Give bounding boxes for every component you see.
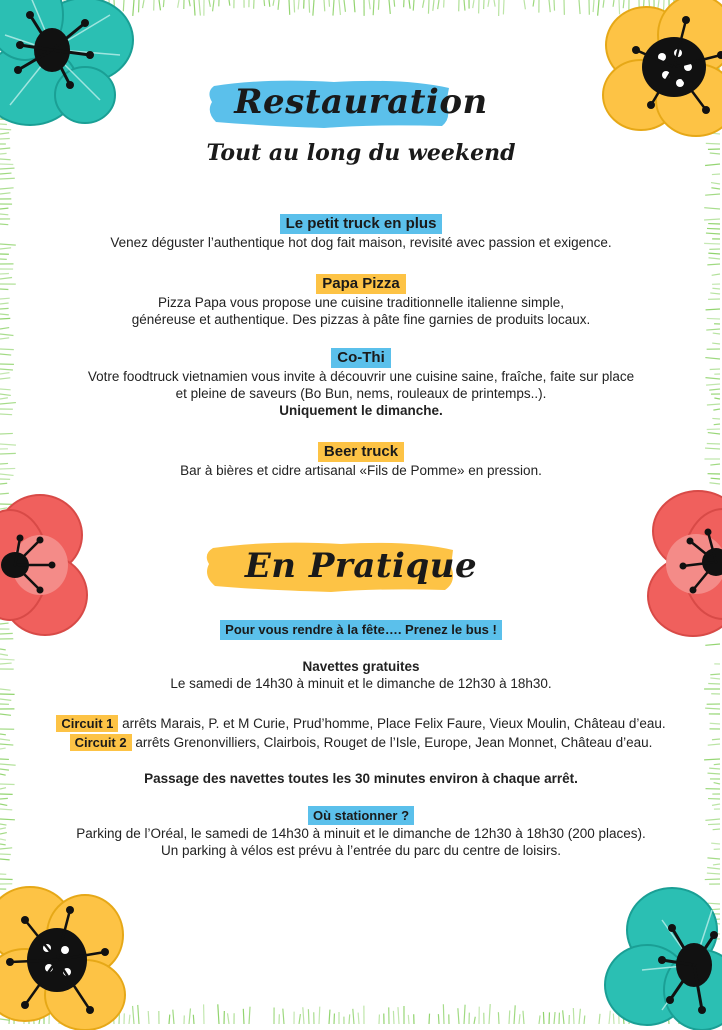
grass-stroke: [0, 654, 8, 655]
grass-stroke: [704, 208, 720, 209]
grass-stroke: [563, 1010, 564, 1024]
grass-stroke: [710, 464, 720, 465]
grass-stroke: [0, 483, 7, 484]
grass-stroke: [0, 273, 9, 274]
vendor-description: généreuse et authentique. Des pizzas à pâte fine garnies de produits locaux.: [40, 311, 682, 328]
vendor-le-petit-truck: [40, 214, 682, 251]
grass-stroke: [0, 208, 8, 209]
grass-stroke: [308, 1009, 309, 1024]
grass-stroke: [438, 1014, 439, 1024]
grass-stroke: [324, 0, 325, 11]
grass-stroke: [0, 414, 12, 415]
yellow-flower-icon: [0, 880, 135, 1030]
vendor-description: et pleine de saveurs (Bo Bun, nems, rouleaux de printemps..).: [40, 385, 682, 402]
grass-stroke: [0, 354, 11, 355]
grass-stroke: [0, 474, 14, 475]
grass-stroke: [711, 183, 720, 184]
grass-stroke: [473, 0, 474, 8]
grass-stroke: [710, 723, 720, 724]
grass-stroke: [0, 278, 12, 279]
grass-stroke: [0, 398, 8, 399]
grass-stroke: [273, 0, 274, 6]
grass-stroke: [704, 759, 720, 760]
grass-stroke: [0, 744, 13, 745]
vendor-name: Papa Pizza: [316, 274, 406, 294]
grass-stroke: [711, 478, 720, 479]
vendor-name: Beer truck: [318, 442, 404, 462]
grass-stroke: [378, 0, 379, 10]
grass-stroke: [712, 804, 720, 805]
parking-line-2: Un parking à vélos est prévu à l’entrée du parc du centre de loisirs.: [40, 842, 682, 859]
grass-stroke: [0, 178, 15, 179]
vendor-description: Venez déguster l’authentique hot dog fait maison, revisité avec passion et exigence.: [40, 234, 682, 251]
grass-stroke: [0, 824, 6, 825]
vendor-co-thi: [40, 348, 682, 419]
grass-stroke: [712, 274, 720, 275]
grass-stroke: [299, 1014, 300, 1024]
circuit-2-row: [40, 733, 682, 752]
pratique-heading-wrap: [0, 536, 722, 596]
vendor-papa-pizza: [40, 274, 682, 328]
grass-stroke: [0, 844, 6, 845]
grass-stroke: [0, 338, 9, 339]
grass-stroke: [209, 0, 210, 7]
grass-stroke: [354, 0, 355, 12]
grass-stroke: [554, 1012, 555, 1024]
grass-stroke: [0, 369, 13, 370]
grass-stroke: [433, 0, 434, 11]
vendor-name: Co-Thi: [331, 348, 390, 368]
grass-stroke: [709, 483, 720, 484]
grass-stroke: [0, 193, 10, 194]
grass-stroke: [213, 0, 214, 11]
circuit-1-stops: arrêts Marais, P. et M Curie, Prud’homme, Place Felix Faure, Vieux Moulin, Château d’eau.: [122, 716, 666, 731]
grass-stroke: [708, 253, 720, 254]
grass-stroke: [710, 678, 720, 679]
grass-stroke: [494, 0, 495, 7]
grass-stroke: [349, 1014, 350, 1024]
grass-stroke: [429, 1014, 430, 1024]
grass-stroke: [283, 1009, 284, 1024]
grass-stroke: [712, 343, 720, 344]
grass-stroke: [713, 864, 720, 865]
grass-stroke: [0, 748, 6, 749]
grass-stroke: [0, 788, 6, 789]
grass-stroke: [443, 1004, 444, 1024]
grass-stroke: [573, 1008, 574, 1024]
grass-stroke: [706, 384, 720, 385]
grass-stroke: [0, 769, 9, 770]
grass-stroke: [514, 1005, 515, 1024]
restauration-subtitle: Tout au long du weekend: [0, 140, 722, 166]
grass-stroke: [0, 859, 10, 860]
grass-stroke: [0, 328, 9, 329]
grass-stroke: [554, 0, 555, 11]
grass-stroke: [0, 349, 14, 350]
grass-stroke: [309, 0, 310, 13]
grass-stroke: [0, 403, 16, 404]
parking-section: [40, 806, 682, 859]
grass-stroke: [313, 0, 314, 16]
frequency-text: Passage des navettes toutes les 30 minutes environ à chaque arrêt.: [40, 770, 682, 787]
grass-stroke: [0, 468, 15, 469]
grass-stroke: [143, 0, 144, 8]
grass-stroke: [707, 773, 720, 774]
teal-flower-icon: [602, 880, 722, 1030]
grass-stroke: [707, 858, 720, 859]
circuit-2-label: Circuit 2: [70, 734, 132, 751]
grass-stroke: [0, 444, 16, 445]
grass-stroke: [408, 1015, 409, 1024]
grass-stroke: [438, 0, 439, 9]
vendor-description: Pizza Papa vous propose une cuisine traditionnelle italienne simple,: [40, 294, 682, 311]
grass-stroke: [712, 739, 720, 740]
grass-stroke: [474, 1017, 475, 1024]
grass-stroke: [458, 1008, 459, 1024]
restauration-heading-wrap: [0, 74, 722, 130]
grass-stroke: [0, 848, 12, 849]
grass-stroke: [714, 764, 720, 765]
grass-stroke: [298, 0, 299, 9]
grass-stroke: [413, 0, 414, 11]
grass-stroke: [709, 768, 720, 769]
grass-stroke: [0, 318, 10, 319]
grass-stroke: [0, 833, 7, 834]
grass-stroke: [0, 854, 11, 855]
restauration-title: Restauration: [234, 82, 487, 122]
grass-stroke: [707, 228, 720, 229]
grass-stroke: [148, 1011, 149, 1024]
grass-stroke: [714, 783, 720, 784]
grass-stroke: [705, 708, 720, 709]
grass-stroke: [393, 1011, 394, 1024]
grass-stroke: [707, 873, 720, 874]
grass-stroke: [713, 409, 720, 410]
grass-stroke: [0, 389, 11, 390]
grass-stroke: [159, 0, 160, 10]
grass-stroke: [705, 378, 720, 379]
grass-stroke: [498, 1012, 499, 1024]
grass-stroke: [243, 1009, 244, 1024]
grass-stroke: [229, 0, 230, 6]
grass-stroke: [0, 784, 15, 785]
bus-section: [40, 620, 682, 640]
grass-stroke: [708, 824, 720, 825]
grass-stroke: [0, 809, 12, 810]
grass-stroke: [0, 314, 9, 315]
grass-stroke: [278, 0, 279, 10]
grass-stroke: [549, 0, 550, 12]
grass-stroke: [0, 173, 11, 174]
grass-stroke: [264, 0, 265, 6]
grass-stroke: [710, 293, 720, 294]
grass-stroke: [0, 224, 8, 225]
grass-stroke: [599, 1014, 600, 1024]
grass-stroke: [0, 303, 9, 304]
grass-stroke: [294, 0, 295, 12]
grass-stroke: [708, 433, 720, 434]
grass-stroke: [169, 1015, 170, 1024]
bus-tag: Pour vous rendre à la fête…. Prenez le bus !: [220, 620, 502, 640]
grass-stroke: [0, 649, 6, 650]
grass-stroke: [189, 0, 190, 6]
vendor-name: Le petit truck en plus: [280, 214, 443, 234]
grass-stroke: [584, 1016, 585, 1024]
grass-stroke: [708, 744, 720, 745]
grass-stroke: [464, 0, 465, 11]
grass-stroke: [218, 1004, 219, 1024]
shuttle-section: [40, 658, 682, 692]
circuit-2-stops: arrêts Grenonvilliers, Clairbois, Rouget de l’Isle, Europe, Jean Monnet, Château d’eau.: [135, 735, 652, 750]
grass-stroke: [409, 0, 410, 9]
grass-stroke: [707, 264, 720, 265]
grass-stroke: [329, 1010, 330, 1024]
grass-stroke: [533, 0, 534, 7]
grass-stroke: [0, 839, 6, 840]
grass-stroke: [579, 0, 580, 14]
shuttle-hours: Le samedi de 14h30 à minuit et le dimanche de 12h30 à 18h30.: [40, 675, 682, 692]
grass-stroke: [0, 373, 9, 374]
grass-stroke: [0, 453, 16, 454]
grass-stroke: [712, 288, 720, 289]
grass-stroke: [713, 333, 720, 334]
grass-stroke: [178, 0, 179, 8]
grass-stroke: [173, 1010, 174, 1024]
grass-stroke: [706, 309, 720, 310]
grass-stroke: [0, 663, 12, 664]
grass-stroke: [0, 689, 11, 690]
grass-stroke: [712, 174, 720, 175]
grass-stroke: [704, 243, 720, 244]
grass-stroke: [0, 659, 15, 660]
grass-stroke: [398, 1007, 399, 1024]
grass-stroke: [428, 0, 429, 14]
grass-stroke: [0, 734, 6, 735]
grass-stroke: [539, 1015, 540, 1024]
grass-stroke: [489, 1004, 490, 1024]
grass-stroke: [228, 1013, 229, 1024]
grass-stroke: [0, 774, 6, 775]
grass-stroke: [194, 0, 195, 16]
grass-stroke: [333, 0, 334, 16]
grass-stroke: [488, 0, 489, 7]
grass-stroke: [0, 828, 6, 829]
grass-stroke: [503, 0, 504, 14]
grass-stroke: [319, 1007, 320, 1024]
grass-stroke: [0, 168, 15, 169]
grass-stroke: [394, 0, 395, 7]
grass-stroke: [249, 1007, 250, 1024]
vendor-note: Uniquement le dimanche.: [40, 402, 682, 419]
grass-stroke: [464, 1005, 465, 1024]
grass-stroke: [0, 214, 8, 215]
grass-stroke: [705, 644, 720, 645]
grass-stroke: [199, 0, 200, 16]
grass-stroke: [543, 1012, 544, 1024]
grass-stroke: [0, 463, 8, 464]
grass-stroke: [0, 394, 11, 395]
grass-stroke: [369, 0, 370, 9]
grass-stroke: [423, 0, 424, 8]
grass-stroke: [0, 804, 7, 805]
grass-stroke: [712, 418, 720, 419]
grass-stroke: [0, 378, 10, 379]
grass-stroke: [707, 318, 720, 319]
grass-stroke: [269, 0, 270, 7]
grass-stroke: [714, 424, 720, 425]
grass-stroke: [0, 433, 13, 434]
grass-stroke: [706, 233, 720, 234]
circuit-1-row: [40, 714, 682, 733]
grass-stroke: [373, 0, 374, 15]
grass-stroke: [189, 1008, 190, 1024]
grass-stroke: [0, 819, 15, 820]
grass-stroke: [707, 868, 720, 869]
grass-stroke: [353, 1009, 354, 1024]
grass-stroke: [0, 798, 8, 799]
parking-line-1: Parking de l’Oréal, le samedi de 14h30 à minuit et le dimanche de 12h30 à 18h30 (200 places).: [40, 825, 682, 842]
grass-stroke: [523, 1011, 524, 1024]
grass-stroke: [344, 0, 345, 12]
grass-stroke: [593, 0, 594, 12]
grass-stroke: [714, 398, 720, 399]
grass-stroke: [705, 194, 720, 195]
grass-stroke: [138, 1005, 139, 1024]
grass-stroke: [705, 819, 720, 820]
grass-stroke: [705, 358, 720, 359]
grass-stroke: [0, 334, 13, 335]
grass-stroke: [509, 1010, 510, 1024]
grass-stroke: [711, 843, 720, 844]
circuits-section: [40, 714, 682, 752]
grass-stroke: [0, 308, 9, 309]
grass-stroke: [0, 714, 11, 715]
grass-stroke: [709, 389, 720, 390]
parking-tag: Où stationner ?: [308, 806, 414, 825]
grass-stroke: [193, 1015, 194, 1024]
grass-stroke: [0, 248, 11, 249]
grass-stroke: [358, 1013, 359, 1024]
grass-stroke: [0, 188, 14, 189]
vendor-description: Votre foodtruck vietnamien vous invite à découvrir une cuisine saine, fraîche, faite sur place: [40, 368, 682, 385]
grass-stroke: [303, 1007, 304, 1024]
pratique-title: En Pratique: [245, 546, 477, 586]
grass-stroke: [706, 329, 720, 330]
frequency-section: [40, 770, 682, 787]
grass-stroke: [0, 699, 11, 700]
grass-stroke: [704, 219, 720, 220]
grass-stroke: [0, 764, 16, 765]
grass-stroke: [0, 244, 16, 245]
shuttle-title: Navettes gratuites: [40, 658, 682, 675]
grass-stroke: [707, 404, 720, 405]
grass-stroke: [711, 188, 720, 189]
vendor-description: Bar à bières et cidre artisanal «Fils de Pomme» en pression.: [40, 462, 682, 479]
grass-stroke: [0, 739, 10, 740]
grass-stroke: [705, 448, 720, 449]
grass-stroke: [329, 0, 330, 7]
grass-stroke: [710, 674, 720, 675]
grass-stroke: [519, 1014, 520, 1024]
circuit-1-label: Circuit 1: [56, 715, 118, 732]
grass-stroke: [339, 0, 340, 15]
grass-stroke: [389, 0, 390, 14]
grass-stroke: [709, 258, 720, 259]
grass-stroke: [524, 0, 525, 9]
grass-stroke: [713, 829, 720, 830]
grass-stroke: [163, 0, 164, 7]
vendor-beer-truck: [40, 442, 682, 479]
grass-stroke: [289, 0, 290, 15]
grass-stroke: [0, 298, 10, 299]
grass-stroke: [579, 1009, 580, 1024]
